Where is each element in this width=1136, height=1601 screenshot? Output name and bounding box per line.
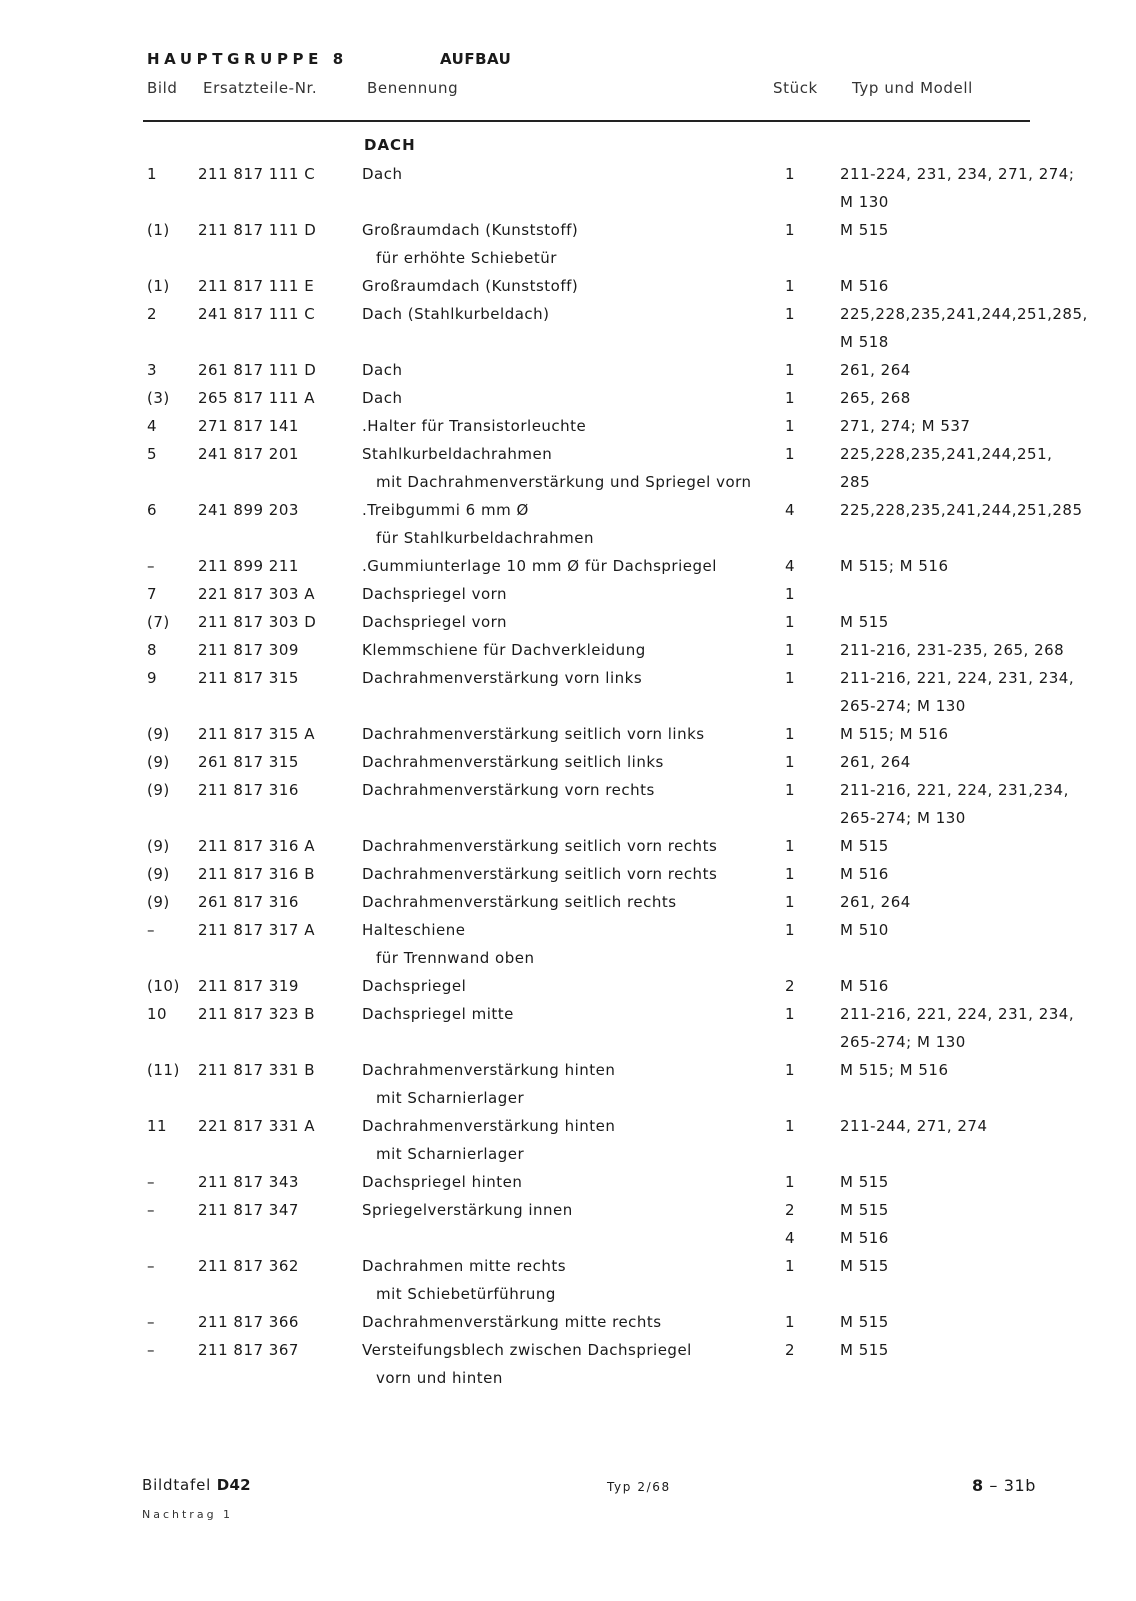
quantity-cell: 4 — [784, 1229, 796, 1247]
quantity-cell: 1 — [784, 221, 796, 239]
table-row — [0, 1059, 1136, 1087]
description-cell: Dach — [362, 389, 403, 407]
description-cell: Spriegelverstärkung innen — [362, 1201, 573, 1219]
group-title: AUFBAU — [440, 50, 512, 68]
quantity-cell: 1 — [784, 165, 796, 183]
quantity-cell: 1 — [784, 1257, 796, 1275]
table-row — [0, 1255, 1136, 1283]
description-cell: mit Dachrahmenverstärkung und Spriegel vorn — [376, 473, 752, 491]
description-cell: Dachrahmenverstärkung vorn rechts — [362, 781, 655, 799]
part-number-cell: 211 817 315 A — [198, 725, 315, 743]
description-cell: Dachspriegel vorn — [362, 585, 508, 603]
table-row — [0, 443, 1136, 471]
model-cell: M 130 — [840, 193, 889, 211]
description-cell: Dachrahmenverstärkung seitlich vorn links — [362, 725, 705, 743]
part-number-cell: 211 817 111 C — [198, 165, 316, 183]
quantity-cell: 1 — [784, 893, 796, 911]
description-cell: für Trennwand oben — [376, 949, 535, 967]
description-cell: Dachspriegel — [362, 977, 467, 995]
model-cell: 265-274; M 130 — [840, 809, 966, 827]
quantity-cell: 1 — [784, 1313, 796, 1331]
model-cell: 225,228,235,241,244,251, — [840, 445, 1053, 463]
description-cell: Dachrahmen mitte rechts — [362, 1257, 567, 1275]
part-number-cell: 211 817 316 — [198, 781, 299, 799]
model-cell: 211-216, 231-235, 265, 268 — [840, 641, 1065, 659]
bild-cell: 7 — [147, 585, 158, 603]
quantity-cell: 1 — [784, 585, 796, 603]
model-cell: M 515; M 516 — [840, 1061, 949, 1079]
table-row — [0, 191, 1136, 219]
part-number-cell: 211 817 303 D — [198, 613, 317, 631]
header-divider — [143, 120, 1030, 122]
quantity-cell: 4 — [784, 557, 796, 575]
table-row — [0, 695, 1136, 723]
description-cell: Dachrahmenverstärkung vorn links — [362, 669, 643, 687]
description-cell: Dachrahmenverstärkung seitlich rechts — [362, 893, 677, 911]
description-cell: Dach — [362, 361, 403, 379]
model-cell: M 516 — [840, 977, 889, 995]
table-row — [0, 275, 1136, 303]
model-cell: M 515; M 516 — [840, 557, 949, 575]
quantity-cell: 1 — [784, 641, 796, 659]
part-number-cell: 211 817 331 B — [198, 1061, 315, 1079]
table-row — [0, 1087, 1136, 1115]
table-row — [0, 1199, 1136, 1227]
table-row — [0, 387, 1136, 415]
quantity-cell: 1 — [784, 417, 796, 435]
part-number-cell: 221 817 331 A — [198, 1117, 315, 1135]
section-title: DACH — [364, 136, 416, 154]
quantity-cell: 1 — [784, 921, 796, 939]
table-row — [0, 303, 1136, 331]
description-cell: Halteschiene — [362, 921, 466, 939]
part-number-cell: 211 817 366 — [198, 1313, 299, 1331]
part-number-cell: 211 817 316 B — [198, 865, 315, 883]
description-cell: Großraumdach (Kunststoff) — [362, 221, 579, 239]
table-row — [0, 975, 1136, 1003]
model-cell: M 515 — [840, 221, 889, 239]
model-cell: 265-274; M 130 — [840, 1033, 966, 1051]
model-cell: 211-244, 271, 274 — [840, 1117, 988, 1135]
bild-cell: 4 — [147, 417, 158, 435]
model-cell: 211-224, 231, 234, 271, 274; — [840, 165, 1075, 183]
bild-cell: (9) — [147, 893, 170, 911]
column-header-bild: Bild — [147, 79, 178, 97]
table-row — [0, 1115, 1136, 1143]
bild-cell: 9 — [147, 669, 158, 687]
model-cell: 261, 264 — [840, 753, 911, 771]
table-row — [0, 919, 1136, 947]
quantity-cell: 1 — [784, 445, 796, 463]
table-row — [0, 751, 1136, 779]
model-cell: M 515 — [840, 1201, 889, 1219]
description-cell: mit Scharnierlager — [376, 1145, 525, 1163]
quantity-cell: 1 — [784, 837, 796, 855]
footer-nachtrag: Nachtrag 1 — [142, 1508, 234, 1521]
model-cell: M 515 — [840, 1341, 889, 1359]
bild-cell: 8 — [147, 641, 158, 659]
table-row — [0, 667, 1136, 695]
bild-cell: – — [147, 557, 155, 575]
bild-cell: (9) — [147, 865, 170, 883]
bild-cell: (3) — [147, 389, 170, 407]
quantity-cell: 2 — [784, 1341, 796, 1359]
model-cell: 211-216, 221, 224, 231, 234, — [840, 1005, 1075, 1023]
quantity-cell: 1 — [784, 865, 796, 883]
table-row — [0, 835, 1136, 863]
page-num: 31b — [1003, 1476, 1037, 1495]
quantity-cell: 1 — [784, 613, 796, 631]
part-number-cell: 221 817 303 A — [198, 585, 315, 603]
description-cell: Dachrahmenverstärkung hinten — [362, 1117, 616, 1135]
bild-cell: 5 — [147, 445, 158, 463]
description-cell: mit Scharnierlager — [376, 1089, 525, 1107]
part-number-cell: 271 817 141 — [198, 417, 299, 435]
description-cell: Versteifungsblech zwischen Dachspriegel — [362, 1341, 692, 1359]
table-row — [0, 1367, 1136, 1395]
table-row — [0, 163, 1136, 191]
table-row — [0, 1283, 1136, 1311]
part-number-cell: 211 817 343 — [198, 1173, 299, 1191]
model-cell: 211-216, 221, 224, 231, 234, — [840, 669, 1075, 687]
table-row — [0, 1311, 1136, 1339]
quantity-cell: 1 — [784, 781, 796, 799]
quantity-cell: 1 — [784, 389, 796, 407]
bildtafel-label: Bildtafel — [142, 1476, 212, 1494]
quantity-cell: 1 — [784, 669, 796, 687]
part-number-cell: 211 817 111 D — [198, 221, 317, 239]
bild-cell: – — [147, 1313, 155, 1331]
table-row — [0, 947, 1136, 975]
model-cell: M 515 — [840, 1173, 889, 1191]
description-cell: Dachrahmenverstärkung seitlich vorn rechts — [362, 837, 718, 855]
part-number-cell: 211 817 347 — [198, 1201, 299, 1219]
table-row — [0, 247, 1136, 275]
table-row — [0, 1227, 1136, 1255]
table-row — [0, 583, 1136, 611]
bild-cell: (1) — [147, 277, 170, 295]
model-cell: M 515 — [840, 1257, 889, 1275]
page-title: HAUPTGRUPPE 8 — [147, 50, 348, 68]
model-cell: M 516 — [840, 1229, 889, 1247]
description-cell: Dachspriegel hinten — [362, 1173, 523, 1191]
parts-table — [0, 163, 1136, 1395]
table-row — [0, 499, 1136, 527]
description-cell: Dachspriegel vorn — [362, 613, 508, 631]
quantity-cell: 2 — [784, 1201, 796, 1219]
part-number-cell: 211 817 111 E — [198, 277, 315, 295]
description-cell: für erhöhte Schiebetür — [376, 249, 557, 267]
description-cell: für Stahlkurbeldachrahmen — [376, 529, 594, 547]
bild-cell: (10) — [147, 977, 180, 995]
model-cell: M 516 — [840, 277, 889, 295]
description-cell: .Gummiunterlage 10 mm Ø für Dachspriegel — [362, 557, 717, 575]
table-row — [0, 779, 1136, 807]
description-cell: vorn und hinten — [376, 1369, 503, 1387]
table-row — [0, 863, 1136, 891]
quantity-cell: 1 — [784, 1061, 796, 1079]
column-header-stueck: Stück — [773, 79, 818, 97]
model-cell: 271, 274; M 537 — [840, 417, 971, 435]
table-row — [0, 555, 1136, 583]
table-row — [0, 471, 1136, 499]
part-number-cell: 211 817 315 — [198, 669, 299, 687]
model-cell: M 518 — [840, 333, 889, 351]
part-number-cell: 261 817 316 — [198, 893, 299, 911]
part-number-cell: 211 817 316 A — [198, 837, 315, 855]
bild-cell: (9) — [147, 781, 170, 799]
model-cell: 285 — [840, 473, 871, 491]
table-row — [0, 359, 1136, 387]
table-row — [0, 1003, 1136, 1031]
bild-cell: 6 — [147, 501, 158, 519]
quantity-cell: 1 — [784, 753, 796, 771]
footer-typ: Typ 2/68 — [607, 1480, 671, 1494]
model-cell: M 515; M 516 — [840, 725, 949, 743]
bild-cell: (9) — [147, 753, 170, 771]
bild-cell: 11 — [147, 1117, 168, 1135]
description-cell: Stahlkurbeldachrahmen — [362, 445, 553, 463]
table-row — [0, 611, 1136, 639]
description-cell: Dachspriegel mitte — [362, 1005, 514, 1023]
part-number-cell: 265 817 111 A — [198, 389, 315, 407]
part-number-cell: 211 817 323 B — [198, 1005, 315, 1023]
quantity-cell: 4 — [784, 501, 796, 519]
quantity-cell: 1 — [784, 361, 796, 379]
model-cell: 261, 264 — [840, 361, 911, 379]
description-cell: .Halter für Transistorleuchte — [362, 417, 587, 435]
table-row — [0, 415, 1136, 443]
part-number-cell: 261 817 315 — [198, 753, 299, 771]
model-cell: M 510 — [840, 921, 889, 939]
bild-cell: (1) — [147, 221, 170, 239]
footer-bildtafel — [142, 1476, 251, 1494]
quantity-cell: 1 — [784, 1005, 796, 1023]
table-row — [0, 1171, 1136, 1199]
part-number-cell: 241 817 111 C — [198, 305, 316, 323]
description-cell: Großraumdach (Kunststoff) — [362, 277, 579, 295]
table-row — [0, 723, 1136, 751]
description-cell: Dach — [362, 165, 403, 183]
part-number-cell: 241 899 203 — [198, 501, 299, 519]
model-cell: M 515 — [840, 837, 889, 855]
bild-cell: – — [147, 1173, 155, 1191]
model-cell: 261, 264 — [840, 893, 911, 911]
description-cell: Dach (Stahlkurbeldach) — [362, 305, 550, 323]
table-row — [0, 527, 1136, 555]
description-cell: Dachrahmenverstärkung seitlich vorn rechts — [362, 865, 718, 883]
footer-page-number — [972, 1476, 1036, 1495]
column-header-nr: Ersatzteile-Nr. — [203, 79, 318, 97]
description-cell: Dachrahmenverstärkung seitlich links — [362, 753, 664, 771]
bild-cell: 3 — [147, 361, 158, 379]
model-cell: M 516 — [840, 865, 889, 883]
table-row — [0, 331, 1136, 359]
bild-cell: – — [147, 921, 155, 939]
part-number-cell: 241 817 201 — [198, 445, 299, 463]
bild-cell: (11) — [147, 1061, 180, 1079]
table-row — [0, 807, 1136, 835]
part-number-cell: 261 817 111 D — [198, 361, 317, 379]
quantity-cell: 1 — [784, 277, 796, 295]
bild-cell: (9) — [147, 837, 170, 855]
quantity-cell: 2 — [784, 977, 796, 995]
bild-cell: (9) — [147, 725, 170, 743]
model-cell: 265-274; M 130 — [840, 697, 966, 715]
table-row — [0, 1339, 1136, 1367]
quantity-cell: 1 — [784, 725, 796, 743]
description-cell: Dachrahmenverstärkung hinten — [362, 1061, 616, 1079]
part-number-cell: 211 899 211 — [198, 557, 299, 575]
page-group: 8 — [972, 1476, 984, 1495]
page-separator: – — [983, 1476, 1004, 1495]
table-row — [0, 1143, 1136, 1171]
model-cell: 211-216, 221, 224, 231,234, — [840, 781, 1069, 799]
part-number-cell: 211 817 362 — [198, 1257, 299, 1275]
bild-cell: 2 — [147, 305, 158, 323]
bild-cell: (7) — [147, 613, 170, 631]
column-header-typ: Typ und Modell — [852, 79, 973, 97]
table-row — [0, 891, 1136, 919]
quantity-cell: 1 — [784, 305, 796, 323]
part-number-cell: 211 817 319 — [198, 977, 299, 995]
description-cell: Klemmschiene für Dachverkleidung — [362, 641, 646, 659]
model-cell: 265, 268 — [840, 389, 911, 407]
part-number-cell: 211 817 317 A — [198, 921, 315, 939]
model-cell: M 515 — [840, 613, 889, 631]
model-cell: 225,228,235,241,244,251,285 — [840, 501, 1083, 519]
bild-cell: – — [147, 1257, 155, 1275]
description-cell: Dachrahmenverstärkung mitte rechts — [362, 1313, 662, 1331]
quantity-cell: 1 — [784, 1117, 796, 1135]
part-number-cell: 211 817 309 — [198, 641, 299, 659]
description-cell: mit Schiebetürführung — [376, 1285, 556, 1303]
bildtafel-value: D42 — [216, 1476, 251, 1494]
quantity-cell: 1 — [784, 1173, 796, 1191]
table-row — [0, 639, 1136, 667]
part-number-cell: 211 817 367 — [198, 1341, 299, 1359]
table-row — [0, 219, 1136, 247]
bild-cell: 10 — [147, 1005, 168, 1023]
model-cell: 225,228,235,241,244,251,285, — [840, 305, 1088, 323]
model-cell: M 515 — [840, 1313, 889, 1331]
bild-cell: 1 — [147, 165, 158, 183]
bild-cell: – — [147, 1201, 155, 1219]
column-header-benennung: Benennung — [367, 79, 459, 97]
table-row — [0, 1031, 1136, 1059]
bild-cell: – — [147, 1341, 155, 1359]
description-cell: .Treibgummi 6 mm Ø — [362, 501, 529, 519]
